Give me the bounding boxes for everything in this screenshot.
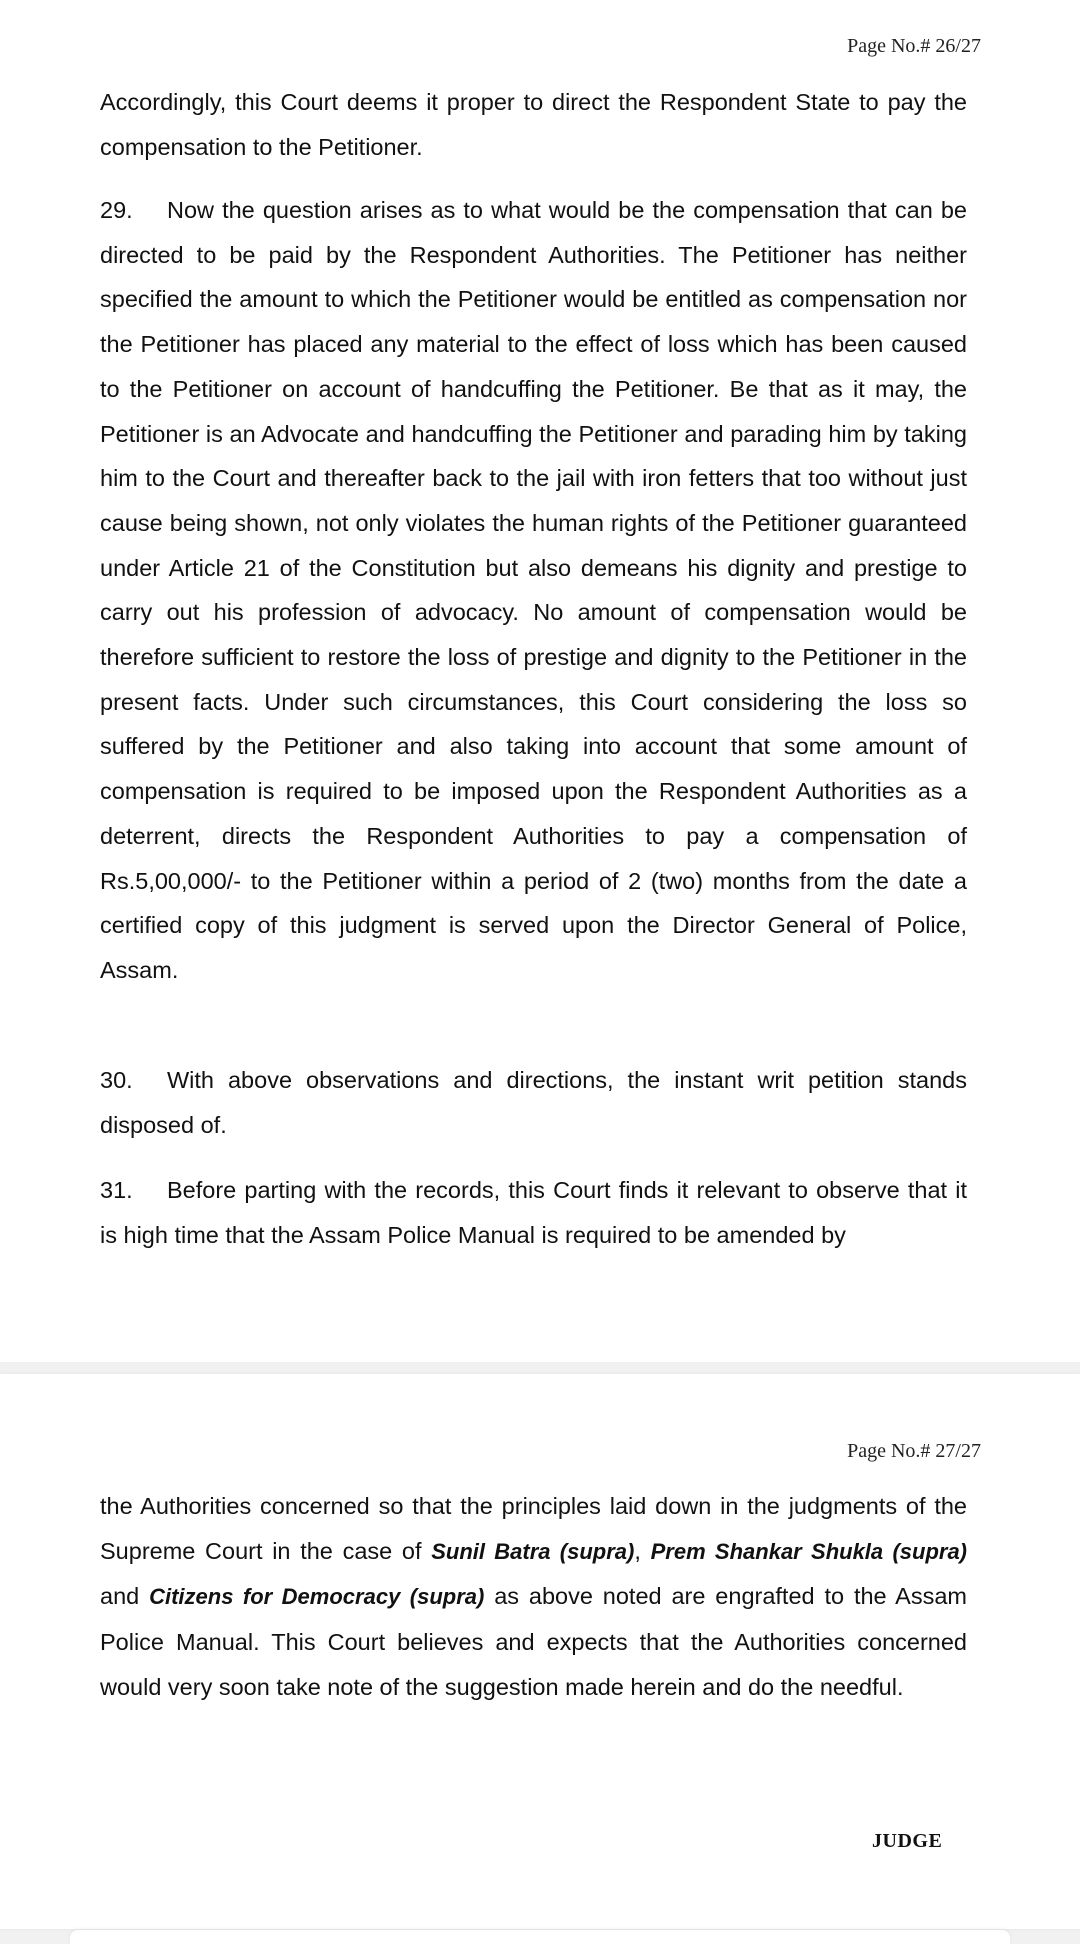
paragraph-30 (100, 1058, 967, 1147)
paragraph-31 (100, 1168, 967, 1257)
paragraph-31-continued (100, 1484, 967, 1710)
case-citation: Prem Shankar Shukla (supra) (650, 1538, 968, 1564)
judge-signature: JUDGE (872, 1830, 943, 1852)
paragraph-text: Now the question arises as to what would be the compensation that can be directed to be paid by the Respondent Authorities. The Petitioner has neither specified the amount to which the Petitioner would be entitled as compensation nor the Petitioner has placed any material to the effect of loss which has been caused to the Petitioner on account of handcuffing the Petitioner. Be that as it may, the Petitioner is an Advocate and handcuffing the Petitioner and parading him by taking him to the Court and thereafter back to the jail with iron fetters that too without just cause being shown, not only violates the human rights of the Petitioner guaranteed under Article 21 of the Constitution but also demeans his dignity and prestige to carry out his profession of advocacy. No amount of compensation would be therefore sufficient to restore the loss of prestige and dignity to the Petitioner in the present facts. Under such circumstances, this Court considering the loss so suffered by the Petitioner and also taking into account that some amount of compensation is required to be imposed upon the Respondent Authorities as a deterrent, directs the Respondent Authorities to pay a compensation of Rs.5,00,000/- to the Petitioner within a period of 2 (two) months from the date a certified copy of this judgment is served upon the Director General of Police, Assam. (100, 197, 967, 983)
page-number: Page No.# 26/27 (847, 35, 981, 57)
separator: , (634, 1537, 651, 1564)
separator: and (100, 1583, 150, 1610)
paragraph-number: 29. (100, 197, 133, 223)
paragraph-text: the Authorities concerned so that the principles laid down in the judgments of the Supreme Court in the case of (100, 1493, 967, 1564)
paragraph-number: 31. (100, 1177, 133, 1203)
continuation-paragraph (100, 80, 967, 169)
page-number: Page No.# 27/27 (847, 1440, 981, 1462)
paragraph-text: Before parting with the records, this Court finds it relevant to observe that it is high time that the Assam Police Manual is required to be amended by (100, 1177, 967, 1248)
document-page-27 (0, 1374, 1080, 1929)
paragraph-number: 30. (100, 1067, 133, 1093)
continuation-text: Accordingly, this Court deems it proper to direct the Respondent State to pay the compensation to the Petitioner. (100, 89, 967, 160)
paragraph-29 (100, 188, 967, 993)
next-page-edge (70, 1930, 1010, 1944)
paragraph-text: With above observations and directions, the instant writ petition stands disposed of. (100, 1067, 967, 1138)
case-citation: Sunil Batra (supra) (431, 1538, 635, 1564)
paragraph-text: as above noted are engrafted to the Assam Police Manual. This Court believes and expects that the Authorities concerned would very soon take note of the suggestion made herein and do the needful. (100, 1583, 968, 1700)
case-citation: Citizens for Democracy (supra) (149, 1584, 485, 1610)
